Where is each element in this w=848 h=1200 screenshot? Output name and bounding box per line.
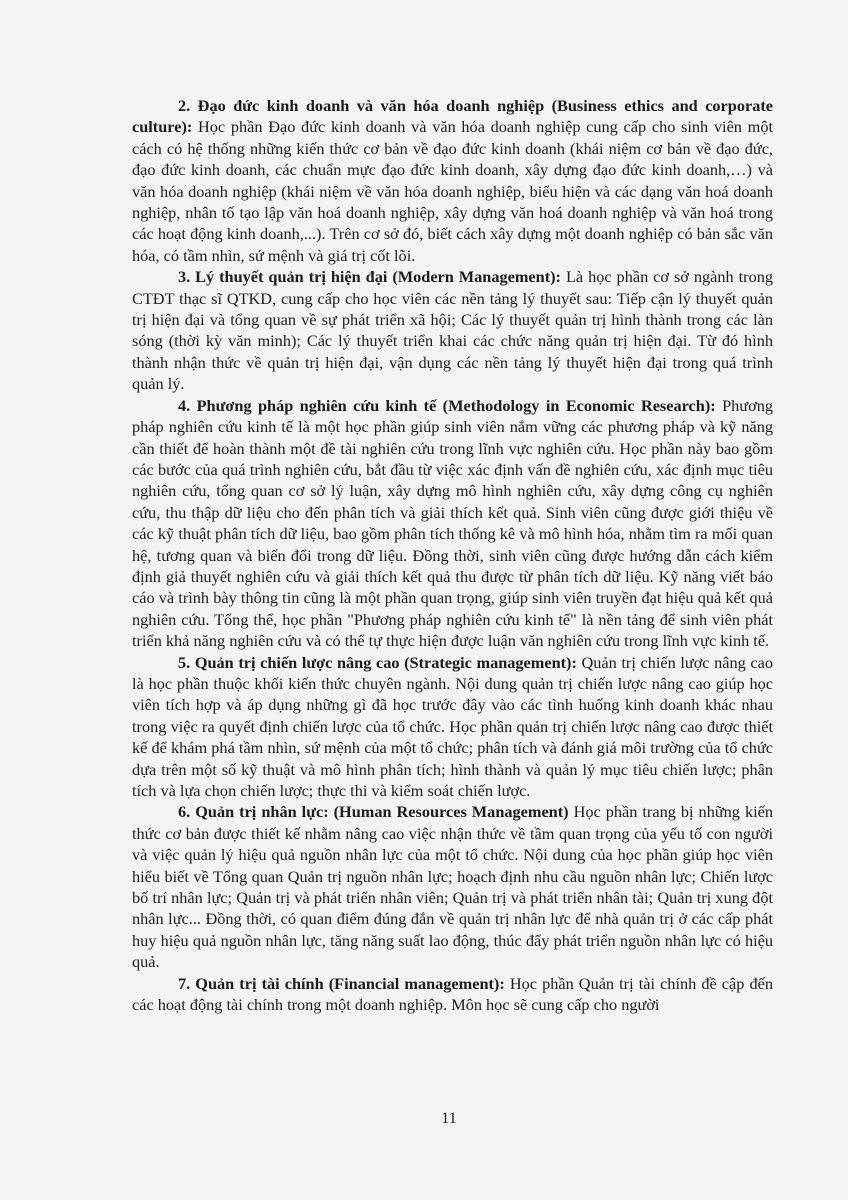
section-business-ethics	[132, 95, 773, 266]
page-number: 11	[441, 1110, 457, 1127]
section-strategic-management	[132, 652, 773, 802]
section-body: Phương pháp nghiên cứu kinh tế là một học phần giúp sinh viên nắm vững các phương pháp và kỹ năng cần thiết để hoàn thành một đề tài nghiên cứu trong lĩnh vực nghiên cứu. Học phần này bao gồm các bước của quá trình nghiên cứu, bắt đầu từ việc xác định vấn đề nghiên cứu, xác định mục tiêu nghiên cứu, tổng quan cơ sở lý luận, xây dựng mô hình nghiên cứu, xây dựng công cụ nghiên cứu, thu thập dữ liệu cho đến phân tích và giải thích kết quả. Sinh viên cũng được giới thiệu về các kỹ thuật phân tích dữ liệu, bao gồm phân tích thống kê và mô hình hóa, nhằm tìm ra mối quan hệ, tương quan và biến đổi trong dữ liệu. Đồng thời, sinh viên cũng được hướng dẫn cách kiểm định giả thuyết nghiên cứu và giải thích kết quả thu được từ phân tích dữ liệu. Kỹ năng viết báo cáo và trình bày thông tin cũng là một phần quan trọng, giúp sinh viên truyền đạt hiệu quả kết quả nghiên cứu. Tổng thể, học phần "Phương pháp nghiên cứu kinh tế" là nền tảng để sinh viên phát triển khả năng nghiên cứu và có thể tự thực hiện được luận văn nghiên cứu trong lĩnh vực kinh tế.	[132, 395, 773, 651]
section-heading: 7. Quản trị tài chính (Financial management):	[178, 973, 505, 993]
section-body: Học phần Đạo đức kinh doanh và văn hóa doanh nghiệp cung cấp cho sinh viên một cách có hệ thống những kiến thức cơ bản về đạo đức kinh doanh (khái niệm cơ bản về đạo đức, đạo đức kinh doanh, các chuẩn mực đạo đức kinh doanh, xây dựng đạo đức kinh doanh,…) và văn hóa doanh nghiệp (khái niệm về văn hóa doanh nghiệp, biểu hiện và các dạng văn hoá doanh nghiệp, nhân tố tạo lập văn hoá doanh nghiệp, xây dựng văn hoá doanh nghiệp và văn hoá trong các hoạt động kinh doanh,...). Trên cơ sở đó, biết cách xây dựng một doanh nghiệp có bản sắc văn hóa, có tầm nhìn, sứ mệnh và giá trị cốt lõi.	[132, 117, 773, 265]
section-body: Học phần Quản trị tài chính đề cập đến các hoạt động tài chính trong một doanh nghiệp. Môn học sẽ cung cấp cho người	[132, 973, 773, 1015]
section-body: Học phần trang bị những kiến thức cơ bản được thiết kế nhằm nâng cao việc nhận thức về tầm quan trọng của yếu tố con người và việc quản lý hiệu quả nguồn nhân lực của một tổ chức. Nội dung của học phần giúp học viên hiểu biết về Tổng quan Quản trị nguồn nhân lực; hoạch định nhu cầu nguồn nhân lực; Chiến lược bố trí nhân lực; Quản trị và phát triển nhân viên; Quản trị và phát triển nhân tài; Quản trị xung đột nhân lực... Đồng thời, có quan điểm đúng đắn về quản trị nhân lực để nhà quản trị ở các cấp phát huy hiệu quả nguồn nhân lực, tăng năng suất lao động, thúc đẩy phát triển nguồn nhân lực có hiệu quả.	[132, 802, 773, 972]
section-economic-research	[132, 395, 773, 652]
section-heading: 3. Lý thuyết quản trị hiện đại (Modern Management):	[178, 267, 561, 287]
section-heading: 5. Quản trị chiến lược nâng cao (Strategic management):	[178, 652, 577, 672]
section-body: Quản trị chiến lược nâng cao là học phần thuộc khối kiến thức chuyên ngành. Nội dung quản trị chiến lược nâng cao giúp học viên tích hợp và áp dụng những gì đã học trước đây vào các tình huống kinh doanh khác nhau trong việc ra quyết định chiến lược của tổ chức. Học phần quản trị chiến lược nâng cao được thiết kế để khám phá tầm nhìn, sứ mệnh của một tổ chức; phân tích và đánh giá môi trường của tổ chức dựa trên một số kỹ thuật và mô hình phân tích; hình thành và quản lý mục tiêu chiến lược; phân tích và lựa chọn chiến lược; thực thi và kiểm soát chiến lược.	[132, 652, 773, 800]
section-heading: 4. Phương pháp nghiên cứu kinh tế (Methodology in Economic Research):	[178, 395, 716, 415]
section-heading: 2. Đạo đức kinh doanh và văn hóa doanh nghiệp (Business ethics and corporate culture):	[132, 96, 773, 137]
section-financial-management	[132, 973, 773, 1016]
section-body: Là học phần cơ sở ngành trong CTĐT thạc sĩ QTKD, cung cấp cho học viên các nền tảng lý thuyết sau: Tiếp cận lý thuyết quản trị hiện đại và tổng quan về sự phát triển xã hội; Các lý thuyết quản trị hình thành trong các làn sóng (thời kỳ văn minh); Các lý thuyết triển khai các chức năng quản trị hiện đại. Từ đó hình thành nhận thức về quản trị hiện đại, vận dụng các nền tảng lý thuyết hiện đại trong quá trình quản lý.	[132, 267, 773, 394]
section-heading: 6. Quản trị nhân lực: (Human Resources Management)	[178, 802, 569, 822]
section-human-resources	[132, 801, 773, 972]
section-modern-management	[132, 266, 773, 394]
